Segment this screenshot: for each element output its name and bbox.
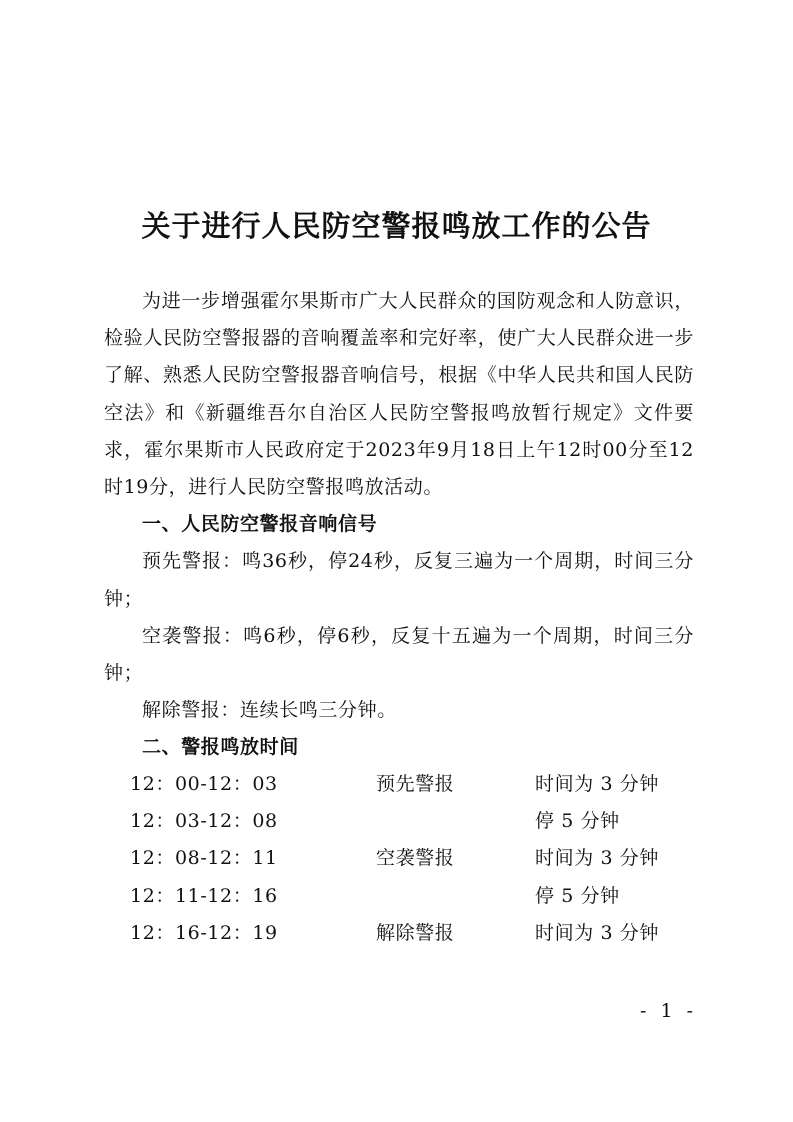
schedule-time: 12：00-12：03	[130, 773, 278, 795]
schedule-row	[104, 840, 694, 877]
document-body	[104, 283, 694, 767]
schedule-duration: 时间为 3 分钟	[535, 921, 659, 944]
schedule-time: 12：03-12：08	[130, 810, 278, 833]
schedule-row	[104, 915, 694, 952]
schedule-duration: 时间为 3 分钟	[535, 773, 659, 795]
schedule-duration: 停 5 分钟	[535, 884, 620, 907]
schedule-row	[104, 803, 694, 840]
schedule-time: 12：16-12：19	[130, 921, 278, 944]
signal-all-clear: 解除警报：连续长鸣三分钟。	[142, 699, 397, 722]
document-title: 关于进行人民防空警报鸣放工作的公告	[141, 209, 652, 243]
schedule-duration: 停 5 分钟	[535, 810, 620, 833]
section2-heading: 二、警报鸣放时间	[142, 736, 299, 759]
schedule-time: 12：11-12：16	[130, 884, 278, 907]
schedule-table	[104, 766, 694, 952]
signal-preliminary: 预先警报：鸣36秒，停24秒，反复三遍为一个周期，时间三分钟；	[104, 550, 694, 610]
schedule-row	[104, 766, 694, 803]
schedule-row	[104, 878, 694, 915]
schedule-type: 解除警报	[376, 921, 455, 944]
schedule-type: 空袭警报	[376, 847, 455, 870]
schedule-time: 12：08-12：11	[130, 847, 278, 870]
schedule-type: 预先警报	[376, 773, 455, 795]
signal-air-raid: 空袭警报：鸣6秒，停6秒，反复十五遍为一个周期，时间三分钟；	[104, 624, 694, 685]
intro-paragraph: 为进一步增强霍尔果斯市广大人民群众的国防观念和人防意识，检验人民防空警报器的音响覆盖率和完好率，使广大人民群众进一步了解、熟悉人民防空警报器音响信号，根据《中华人民共和国人民防空法》和《新疆维吾尔自治区人民防空警报鸣放暂行规定》文件要求，霍尔果斯市人民政府定于2023年9月18日上午12时00分至12时19分，进行人民防空警报鸣放活动。	[104, 290, 694, 499]
schedule-duration: 时间为 3 分钟	[535, 847, 659, 870]
page-number: - 1 -	[640, 1000, 698, 1022]
section1-heading: 一、人民防空警报音响信号	[142, 513, 378, 536]
